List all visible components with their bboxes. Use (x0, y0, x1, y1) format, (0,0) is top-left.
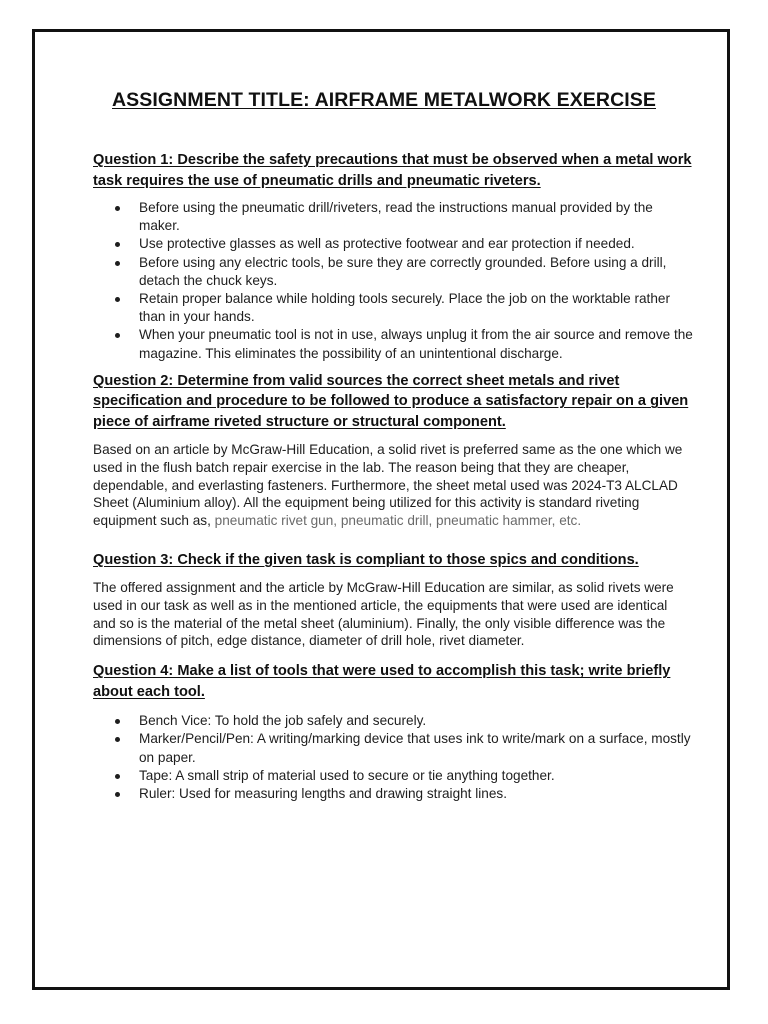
bullet-icon (115, 719, 120, 724)
bullet-icon (115, 242, 120, 247)
bullet-icon (115, 261, 120, 266)
list-item: When your pneumatic tool is not in use, always unplug it from the air source and remove the magazine. This eliminates the possibility of an unintentional discharge. (93, 326, 693, 362)
list-item: Use protective glasses as well as protective footwear and ear protection if needed. (93, 235, 693, 253)
list-item: Before using the pneumatic drill/riveters, read the instructions manual provided by the maker. (93, 199, 693, 235)
list-item: Ruler: Used for measuring lengths and drawing straight lines. (93, 785, 693, 803)
bullet-icon (115, 737, 120, 742)
bullet-icon (115, 206, 120, 211)
list-item: Marker/Pencil/Pen: A writing/marking device that uses ink to write/mark on a surface, mostly on paper. (93, 730, 693, 766)
bullet-icon (115, 333, 120, 338)
list-item: Before using any electric tools, be sure they are correctly grounded. Before using a drill, detach the chuck keys. (93, 254, 693, 290)
question-2-heading: Question 2: Determine from valid sources the correct sheet metals and rivet specification and procedure to be followed to produce a satisfactory repair on a given piece of airframe riveted structure or structural component. (93, 372, 689, 430)
question-4-tool-list (93, 712, 693, 803)
question-4-heading: Question 4: Make a list of tools that were used to accomplish this task; write briefly about each tool. (93, 663, 671, 700)
question-3-heading: Question 3: Check if the given task is compliant to those spics and conditions. (93, 551, 639, 568)
bullet-icon (115, 297, 120, 302)
equipment-list-text: pneumatic rivet gun, pneumatic drill, pneumatic hammer, etc. (214, 513, 582, 529)
bullet-icon (115, 792, 120, 797)
list-item: Bench Vice: To hold the job safely and securely. (93, 712, 693, 730)
bullet-icon (115, 774, 120, 779)
question-1-answer-list (93, 199, 693, 363)
question-3-answer: The offered assignment and the article by McGraw-Hill Education are similar, as solid rivets were used in our task as well as in the mentioned article, the equipments that were used are identical and so is the material of the metal sheet (aluminium). Finally, the only visible difference was the dimensions of pitch, edge distance, diameter of drill hole, rivet diameter. (93, 580, 674, 649)
question-2-answer: Based on an article by McGraw-Hill Education, a solid rivet is preferred same as the one which we used in the flush batch repair exercise in the lab. The reason being that they are cheaper, dependable, and everlasting fasteners. Furthermore, the sheet metal used was 2024-T3 ALCLAD Sheet (Aluminium alloy). All the equipment being utilized for this activity is standard riveting equipment such as, pneumatic rivet gun, pneumatic drill, pneumatic hammer, etc. (93, 442, 683, 529)
list-item: Retain proper balance while holding tools securely. Place the job on the worktable rather than in your hands. (93, 290, 693, 326)
question-1-heading: Question 1: Describe the safety precautions that must be observed when a metal work task requires the use of pneumatic drills and pneumatic riveters. (93, 152, 692, 189)
assignment-title: ASSIGNMENT TITLE: AIRFRAME METALWORK EXERCISE (112, 89, 656, 111)
document-body (93, 150, 693, 803)
list-item: Tape: A small strip of material used to secure or tie anything together. (93, 767, 693, 785)
